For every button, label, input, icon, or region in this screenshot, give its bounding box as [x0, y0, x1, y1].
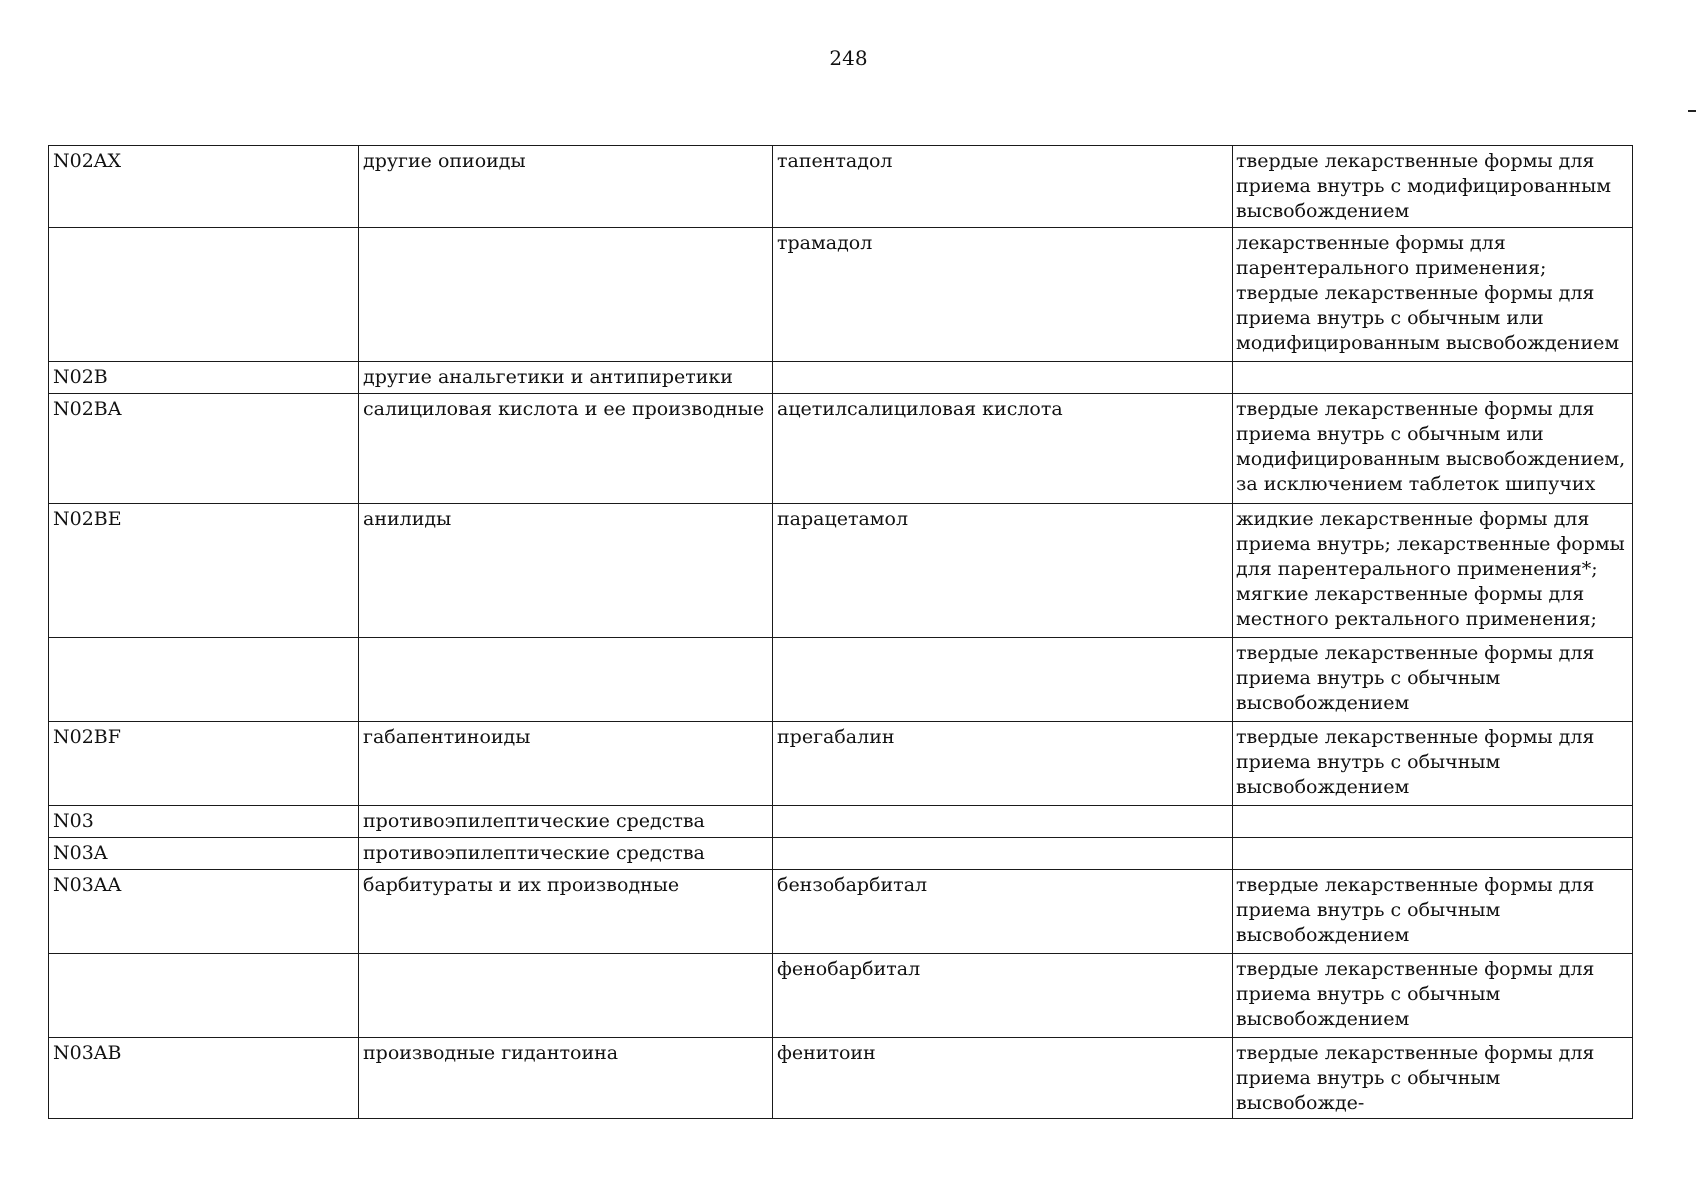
dosage-form-cell: твердые лекарственные формы для приема внутрь с обычным высвобождением: [1233, 722, 1633, 806]
substance-cell: [773, 362, 1233, 394]
table-row: [49, 954, 1633, 1038]
dosage-form-cell: твердые лекарственные формы для приема внутрь с обычным высвобождением: [1233, 870, 1633, 954]
table-row: [49, 146, 1633, 228]
dosage-form-cell: [1233, 362, 1633, 394]
group-cell: [359, 954, 773, 1038]
table-row: [49, 806, 1633, 838]
atc-code-cell: [49, 954, 359, 1038]
group-cell: анилиды: [359, 504, 773, 638]
substance-cell: [773, 638, 1233, 722]
dosage-form-cell: [1233, 806, 1633, 838]
table-row: [49, 638, 1633, 722]
substance-cell: тапентадол: [773, 146, 1233, 228]
group-cell: барбитураты и их производные: [359, 870, 773, 954]
atc-code-cell: N03AB: [49, 1038, 359, 1119]
group-cell: другие опиоиды: [359, 146, 773, 228]
substance-cell: фенитоин: [773, 1038, 1233, 1119]
atc-code-cell: N02B: [49, 362, 359, 394]
dosage-form-cell: твердые лекарственные формы для приема внутрь с модифицированным высвобождением: [1233, 146, 1633, 228]
substance-cell: прегабалин: [773, 722, 1233, 806]
atc-code-cell: N02BA: [49, 394, 359, 504]
table-row: [49, 362, 1633, 394]
substance-cell: парацетамол: [773, 504, 1233, 638]
atc-code-cell: N02BF: [49, 722, 359, 806]
group-cell: противоэпилептические средства: [359, 806, 773, 838]
table-row: [49, 870, 1633, 954]
group-cell: противоэпилептические средства: [359, 838, 773, 870]
dosage-form-cell: твердые лекарственные формы для приема внутрь с обычным или модифицированным высвобождением, за исключением таблеток шипучих: [1233, 394, 1633, 504]
table-row: [49, 228, 1633, 362]
substance-cell: фенобарбитал: [773, 954, 1233, 1038]
group-cell: другие анальгетики и антипиретики: [359, 362, 773, 394]
page-number: 248: [829, 46, 868, 70]
dosage-form-cell: твердые лекарственные формы для приема внутрь с обычным высвобождением: [1233, 954, 1633, 1038]
margin-mark: [1688, 110, 1696, 112]
dosage-form-cell: [1233, 838, 1633, 870]
table-row: [49, 722, 1633, 806]
group-cell: габапентиноиды: [359, 722, 773, 806]
atc-code-cell: N02BE: [49, 504, 359, 638]
substance-cell: ацетилсалициловая кислота: [773, 394, 1233, 504]
drug-table: [48, 145, 1633, 1119]
substance-cell: [773, 838, 1233, 870]
table-row: [49, 394, 1633, 504]
substance-cell: трамадол: [773, 228, 1233, 362]
atc-code-cell: N03A: [49, 838, 359, 870]
atc-code-cell: N03: [49, 806, 359, 838]
dosage-form-cell: жидкие лекарственные формы для приема внутрь; лекарственные формы для парентерального применения*; мягкие лекарственные формы для местного ректального применения;: [1233, 504, 1633, 638]
atc-code-cell: N02AX: [49, 146, 359, 228]
table-row: [49, 1038, 1633, 1119]
group-cell: [359, 638, 773, 722]
dosage-form-cell: твердые лекарственные формы для приема внутрь с обычным высвобожде-: [1233, 1038, 1633, 1119]
atc-code-cell: N03AA: [49, 870, 359, 954]
table-row: [49, 504, 1633, 638]
group-cell: салициловая кислота и ее производные: [359, 394, 773, 504]
atc-code-cell: [49, 228, 359, 362]
table-row: [49, 838, 1633, 870]
atc-code-cell: [49, 638, 359, 722]
dosage-form-cell: лекарственные формы для парентерального применения; твердые лекарственные формы для приема внутрь с обычным или модифицированным высвобождением: [1233, 228, 1633, 362]
dosage-form-cell: твердые лекарственные формы для приема внутрь с обычным высвобождением: [1233, 638, 1633, 722]
group-cell: производные гидантоина: [359, 1038, 773, 1119]
group-cell: [359, 228, 773, 362]
substance-cell: [773, 806, 1233, 838]
substance-cell: бензобарбитал: [773, 870, 1233, 954]
